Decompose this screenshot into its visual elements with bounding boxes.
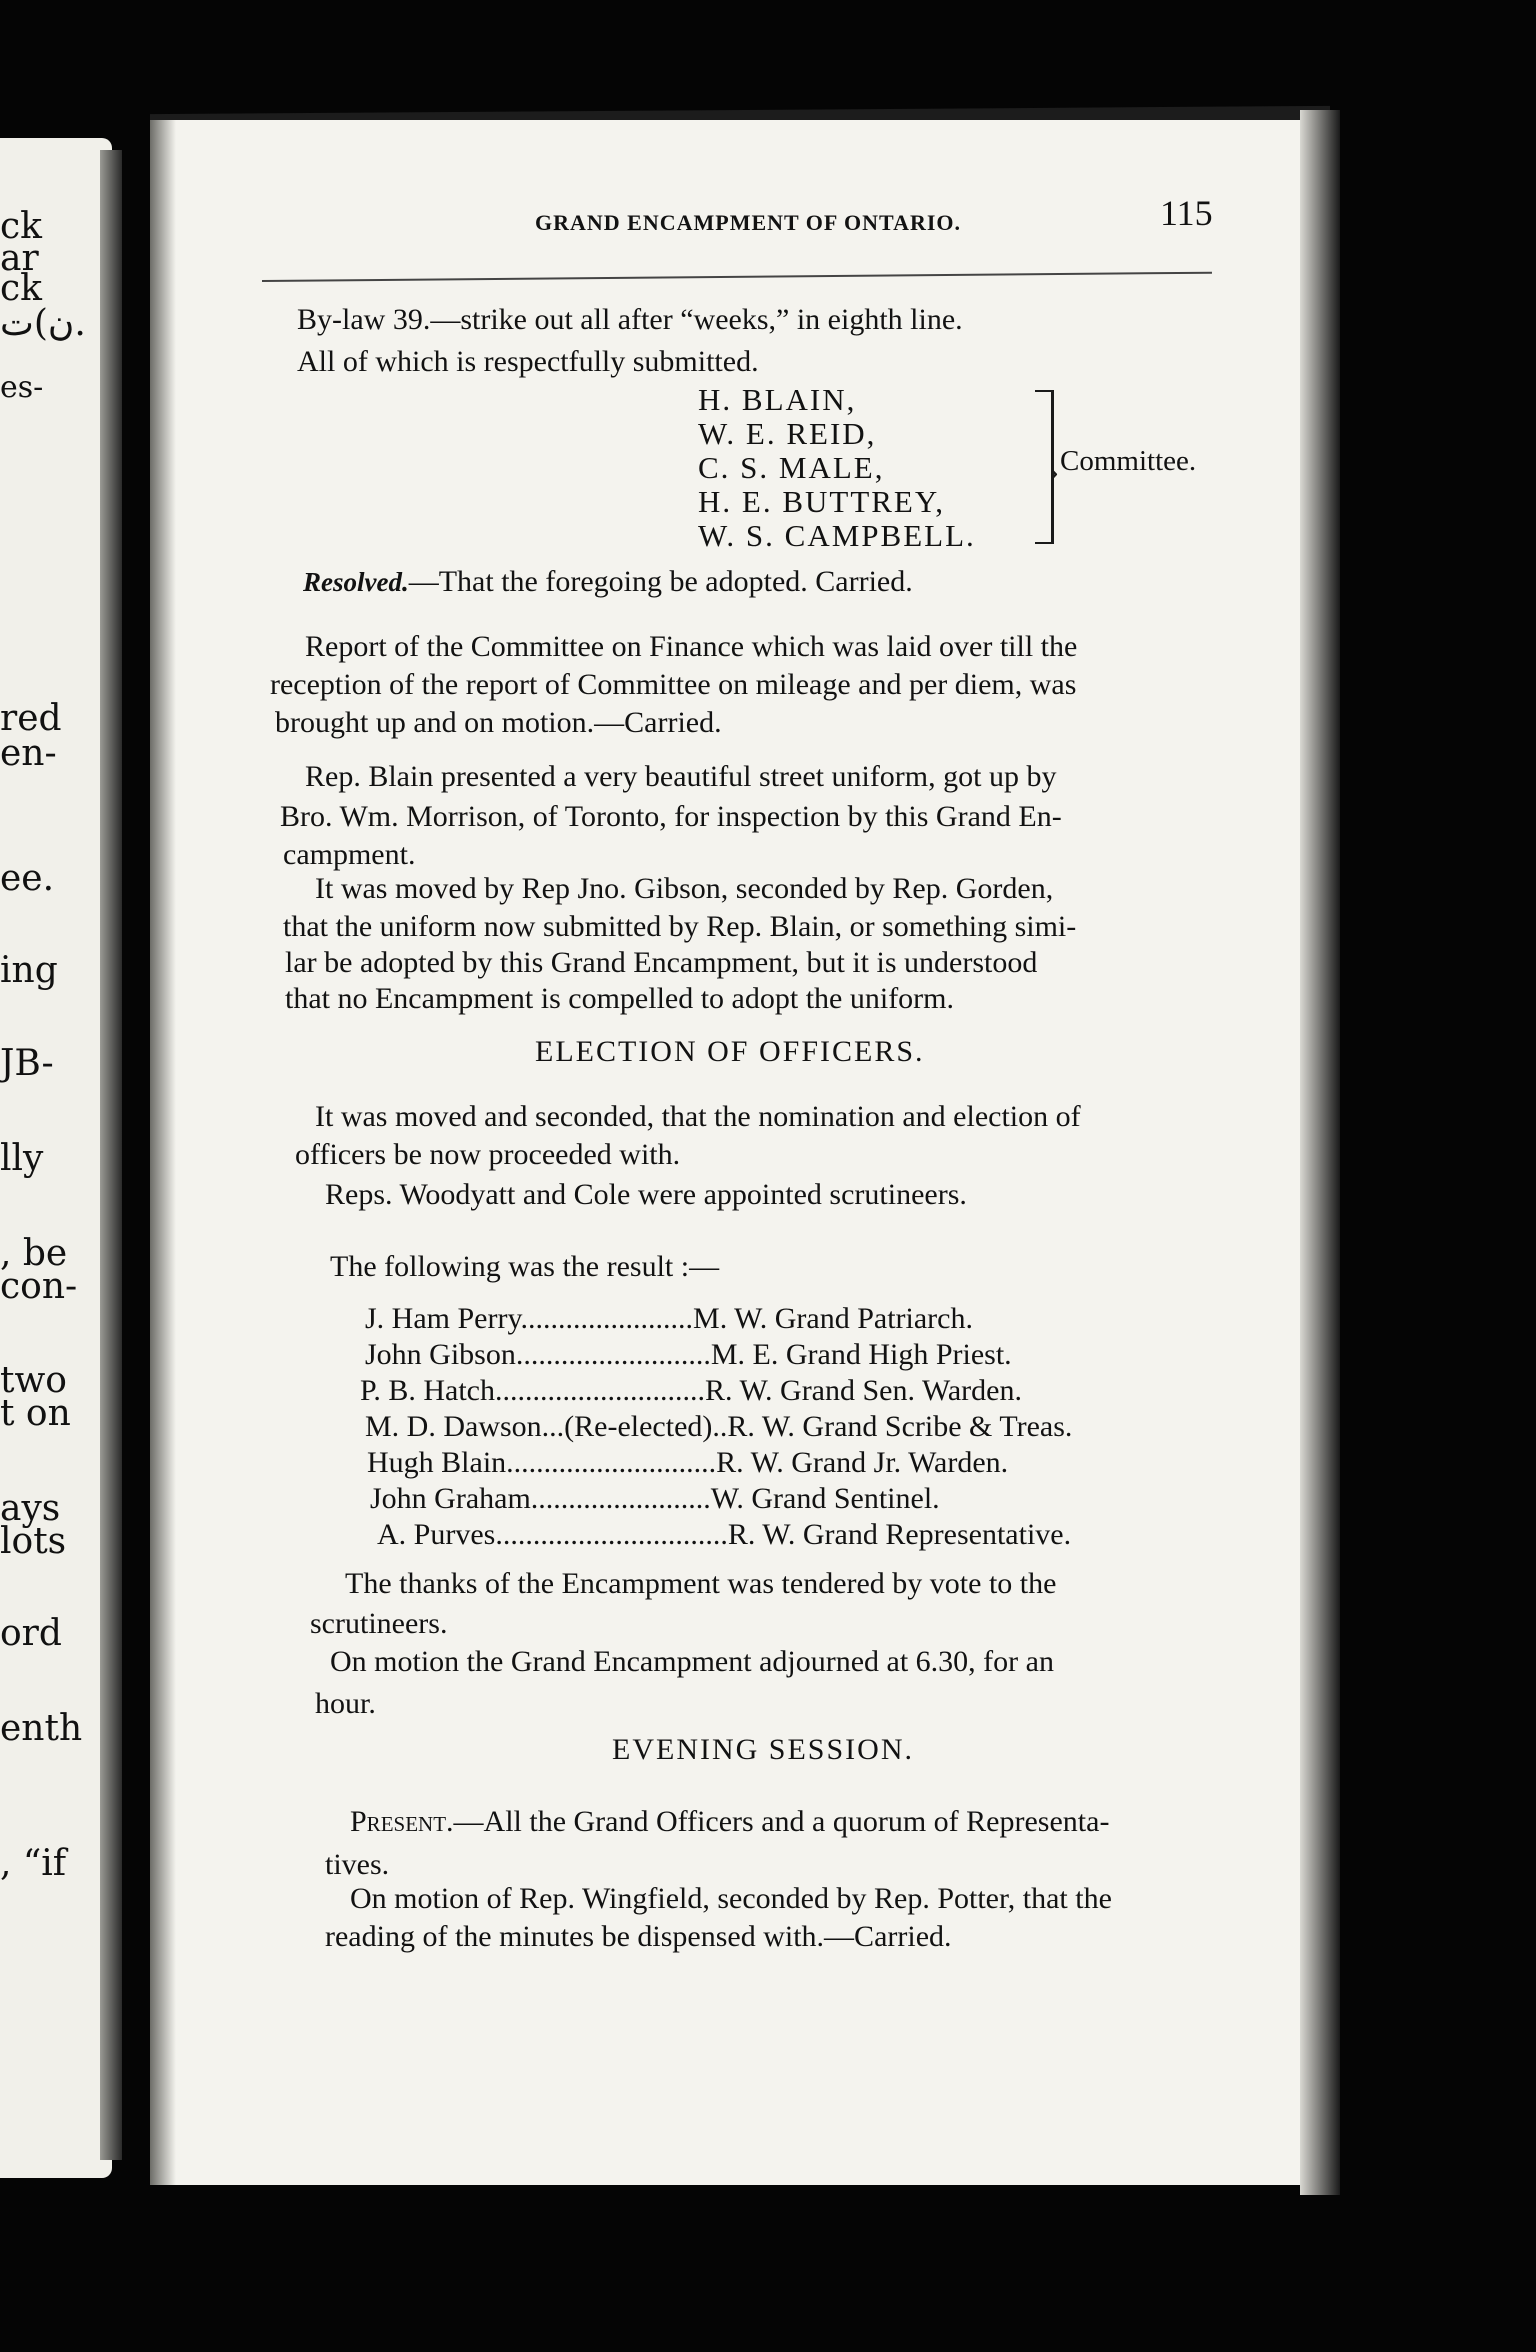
adjourned-line: hour.: [315, 1687, 376, 1720]
officer-name: John Graham: [370, 1482, 531, 1515]
officer-row: [360, 1374, 1022, 1408]
left-facing-page: [0, 138, 112, 2178]
uniform-motion-line: that no Encampment is compelled to adopt the uniform.: [285, 982, 955, 1015]
left-fragment: en-: [0, 733, 57, 774]
uniform-motion-line: that the uniform now submitted by Rep. Blain, or something simi-: [283, 910, 1077, 943]
officer-name: A. Purves: [377, 1518, 496, 1551]
uniform-presented-line: Rep. Blain presented a very beautiful street uniform, got up by: [305, 760, 1057, 793]
left-fragment: enth: [0, 1708, 83, 1749]
finance-report-line: brought up and on motion.—Carried.: [275, 706, 722, 739]
left-fragment: red: [0, 698, 62, 739]
officer-row: [365, 1302, 973, 1336]
committee-member: W. S. CAMPBELL.: [698, 518, 976, 553]
minutes-motion-line: reading of the minutes be dispensed with.—Carried.: [325, 1920, 952, 1953]
officer-title: M. E. Grand High Priest.: [710, 1338, 1012, 1371]
left-fragment: t on: [0, 1393, 71, 1434]
committee-member: C. S. MALE,: [698, 450, 885, 485]
result-intro: The following was the result :—: [330, 1250, 720, 1283]
left-fragment: con-: [0, 1266, 78, 1307]
present-paragraph: [350, 1805, 1109, 1839]
left-fragment: ee.: [0, 858, 55, 899]
submitted-line: All of which is respectfully submitted.: [297, 345, 759, 378]
officer-title: R. W. Grand Representative.: [727, 1518, 1072, 1551]
finance-report-line: Report of the Committee on Finance which was laid over till the: [305, 630, 1078, 663]
officer-name: John Gibson: [365, 1338, 516, 1371]
left-fragment: lly: [0, 1138, 44, 1179]
present-text: —All the Grand Officers and a quorum of Representa-: [453, 1805, 1110, 1838]
left-fragment: JB-: [0, 1043, 54, 1084]
officer-row: [370, 1482, 940, 1516]
adjourned-line: On motion the Grand Encampment adjourned at 6.30, for an: [330, 1645, 1054, 1678]
officer-leader-dots: ...............................: [495, 1518, 728, 1551]
left-fragment: ar: [0, 238, 39, 279]
election-motion-line: It was moved and seconded, that the nomination and election of: [315, 1100, 1081, 1133]
left-fragment: two: [0, 1360, 67, 1401]
bylaw-line: By-law 39.—strike out all after “weeks,” in eighth line.: [297, 303, 963, 336]
officer-row: [367, 1446, 1008, 1480]
uniform-motion-line: It was moved by Rep Jno. Gibson, seconded by Rep. Gorden,: [315, 872, 1054, 905]
left-fragment: lots: [0, 1521, 67, 1562]
left-fragment: , be: [0, 1233, 68, 1274]
committee-member: H. BLAIN,: [698, 382, 857, 417]
minutes-motion-line: On motion of Rep. Wingfield, seconded by Rep. Potter, that the: [350, 1882, 1112, 1915]
brace-tip: ›: [1049, 455, 1059, 488]
officer-leader-dots: ............................: [506, 1446, 717, 1479]
left-fragment: ck: [0, 206, 42, 247]
thanks-line: The thanks of the Encampment was tendered by vote to the: [345, 1567, 1057, 1600]
uniform-motion-line: lar be adopted by this Grand Encampment, but it is understood: [285, 946, 1038, 979]
officer-leader-dots: .......................: [520, 1302, 694, 1335]
committee-member: W. E. REID,: [698, 416, 877, 451]
officer-name: P. B. Hatch: [360, 1374, 495, 1407]
resolved-paragraph: [303, 565, 913, 599]
officer-title: M. W. Grand Patriarch.: [693, 1302, 973, 1335]
uniform-presented-line: campment.: [283, 838, 416, 871]
officer-leader-dots: ..: [712, 1410, 728, 1443]
officer-title: R. W. Grand Jr. Warden.: [716, 1446, 1009, 1479]
committee-label: Committee.: [1060, 445, 1197, 477]
officer-row: [365, 1410, 1072, 1444]
officer-name: Hugh Blain: [367, 1446, 507, 1479]
thanks-line: scrutineers.: [310, 1607, 448, 1640]
left-fragment: ays: [0, 1488, 61, 1529]
officer-leader-dots: ............................: [495, 1374, 705, 1407]
running-title: GRAND ENCAMPMENT OF ONTARIO.: [535, 210, 962, 235]
page-edge: [1300, 110, 1340, 2195]
left-fragment: ck: [0, 268, 42, 309]
left-fragment: ord: [0, 1613, 62, 1654]
left-fragment: ing: [0, 950, 58, 991]
officer-name: J. Ham Perry: [365, 1302, 521, 1335]
spine-shadow: [150, 120, 176, 2185]
officer-title: R. W. Grand Sen. Warden.: [705, 1374, 1022, 1407]
scrutineers-line: Reps. Woodyatt and Cole were appointed scrutineers.: [325, 1178, 967, 1211]
finance-report-line: reception of the report of Committee on mileage and per diem, was: [270, 668, 1077, 701]
book-gutter: [100, 150, 122, 2160]
left-fragment: es-: [0, 370, 44, 405]
officer-row: [377, 1518, 1071, 1552]
uniform-presented-line: Bro. Wm. Morrison, of Toronto, for inspection by this Grand En-: [280, 800, 1062, 833]
page-number: 115: [1160, 193, 1213, 233]
officer-title: R. W. Grand Scribe & Treas.: [727, 1410, 1073, 1443]
officer-row: [365, 1338, 1012, 1372]
election-heading: ELECTION OF OFFICERS.: [535, 1035, 925, 1068]
officer-leader-dots: ........................: [530, 1482, 711, 1515]
resolved-label: Resolved.: [303, 567, 409, 597]
left-fragment: ن)ت.: [0, 303, 86, 344]
evening-heading: EVENING SESSION.: [612, 1733, 914, 1766]
officer-name: M. D. Dawson...(Re-elected): [365, 1410, 713, 1443]
present-text-continued: tives.: [325, 1848, 390, 1881]
present-label: Present.: [350, 1805, 454, 1838]
officer-leader-dots: ..........................: [515, 1338, 711, 1371]
resolved-text: —That the foregoing be adopted. Carried.: [408, 565, 913, 598]
left-fragment: , “if: [0, 1843, 67, 1884]
officer-title: W. Grand Sentinel.: [710, 1482, 940, 1515]
election-motion-line: officers be now proceeded with.: [295, 1138, 681, 1171]
committee-member: H. E. BUTTREY,: [698, 484, 946, 519]
